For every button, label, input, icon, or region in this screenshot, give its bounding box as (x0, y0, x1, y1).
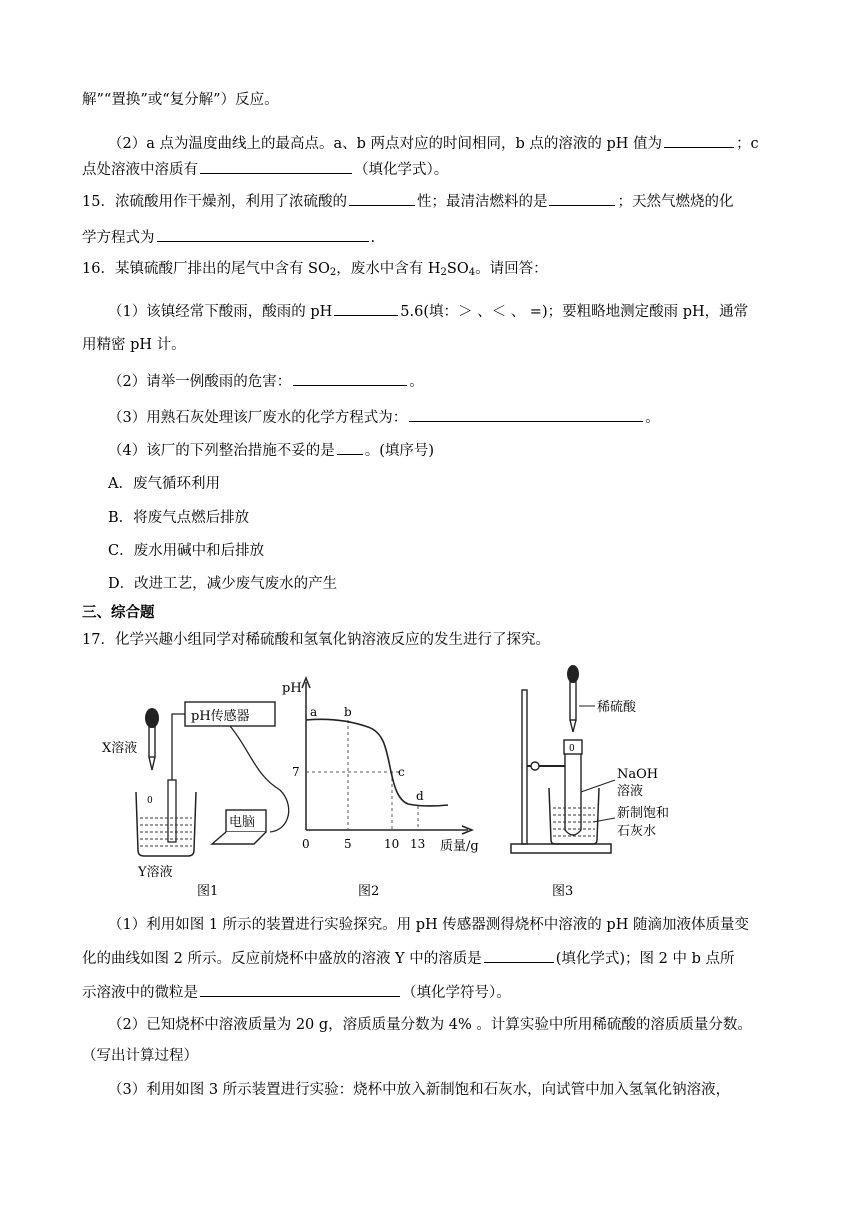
x-tick: 13 (410, 837, 426, 851)
option-d: D．改进工艺，减少废气废水的产生 (108, 576, 338, 592)
y-solution-label: Y溶液 (138, 865, 173, 880)
answer-blank[interactable] (157, 226, 369, 242)
figure-3-caption: 图3 (552, 884, 574, 899)
text-line: （2）请举一例酸雨的危害： 。 (108, 370, 424, 392)
answer-blank[interactable] (334, 300, 398, 316)
text-line: 解”“置换”或“复分解”）反应。 (82, 92, 279, 108)
question-17: 17．化学兴趣小组同学对稀硫酸和氢氧化钠溶液反应的发生进行了探究。 (82, 632, 550, 648)
naoh-label-2: 溶液 (617, 784, 644, 799)
answer-blank[interactable] (484, 947, 554, 963)
point-d: d (416, 789, 424, 803)
answer-blank[interactable] (664, 132, 734, 148)
answer-blank[interactable] (293, 370, 407, 386)
text-line: （1）利用如图 1 所示的装置进行实验探究。用 pH 传感器测得烧杯中溶液的 pH 随滴加液体质量变 (108, 917, 749, 933)
svg-text:0: 0 (569, 744, 575, 754)
text-line: 示溶液中的微粒是 （填化学符号）。 (82, 981, 511, 1003)
point-b: b (344, 705, 352, 719)
section-heading: 三、综合题 (82, 604, 155, 621)
answer-blank[interactable] (200, 981, 400, 997)
y-tick: 7 (292, 765, 300, 779)
answer-blank[interactable] (349, 190, 415, 206)
x-tick: 0 (302, 837, 310, 851)
answer-blank[interactable] (337, 439, 363, 455)
figure-2-ph-chart (278, 672, 490, 862)
point-a: a (310, 705, 318, 719)
svg-text:0: 0 (147, 796, 153, 806)
text-line: （4）该厂的下列整治措施不妥的是 。(填序号) (108, 439, 434, 461)
computer-label: 电脑 (229, 815, 256, 830)
answer-blank[interactable] (409, 406, 643, 422)
text-line: （写出计算过程） (82, 1048, 198, 1064)
text-line: （1）该镇经常下酸雨，酸雨的 pH 5.6(填：＞ 、＜ 、 =)；要粗略地测定酸雨 pH，通常 (108, 300, 748, 322)
option-c: C．废水用碱中和后排放 (108, 543, 265, 559)
answer-blank[interactable] (549, 190, 615, 206)
x-axis-label: 质量/g (440, 839, 479, 854)
acid-label: 稀硫酸 (597, 700, 637, 715)
option-a: A．废气循环利用 (108, 476, 220, 492)
text-line: （2）a 点为温度曲线上的最高点。a、b 两点对应的时间相同，b 点的溶液的 pH 值为 ；c (108, 132, 759, 154)
text-line: 学方程式为 . (82, 226, 375, 248)
text-line: 用精密 pH 计。 (82, 337, 186, 353)
text-line: 化的曲线如图 2 所示。反应前烧杯中盛放的溶液 Y 中的溶质是 (填化学式)；图 2 中 b 点所 (82, 947, 735, 969)
text-line: 点处溶液中溶质有 （填化学式）。 (82, 158, 448, 180)
figure-3-apparatus (505, 662, 705, 867)
x-solution-label: X溶液 (102, 741, 138, 756)
option-b: B．将废气点燃后排放 (108, 510, 250, 526)
text-line: （3）利用如图 3 所示装置进行实验：烧杯中放入新制饱和石灰水，向试管中加入氢氧化钠溶液， (108, 1082, 731, 1098)
figure-1-caption: 图1 (197, 884, 219, 899)
sensor-label: pH传感器 (191, 709, 250, 724)
point-c: c (398, 765, 405, 779)
x-tick: 5 (344, 837, 352, 851)
question-15: 15．浓硫酸用作干燥剂，利用了浓硫酸的 性；最清洁燃料的是 ；天然气燃烧的化 (82, 190, 733, 212)
text-line: （3）用熟石灰处理该厂废水的化学方程式为： 。 (108, 406, 660, 428)
answer-blank[interactable] (200, 158, 352, 174)
limewater-label-2: 石灰水 (617, 824, 657, 839)
text-line: （2）已知烧杯中溶液质量为 20 g，溶质质量分数为 4% 。计算实验中所用稀硫酸的溶质质量分数。 (108, 1017, 752, 1033)
limewater-label: 新制饱和 (617, 806, 670, 821)
question-16: 16．某镇硫酸厂排出的尾气中含有 $SO_2$，废水中含有 $H_2SO_4$。请回答： (82, 261, 548, 278)
figure-2-caption: 图2 (358, 884, 380, 899)
x-tick: 10 (384, 837, 400, 851)
y-axis-label: pH (282, 681, 302, 696)
figure-1-apparatus (100, 680, 300, 890)
naoh-label: NaOH (617, 767, 659, 782)
